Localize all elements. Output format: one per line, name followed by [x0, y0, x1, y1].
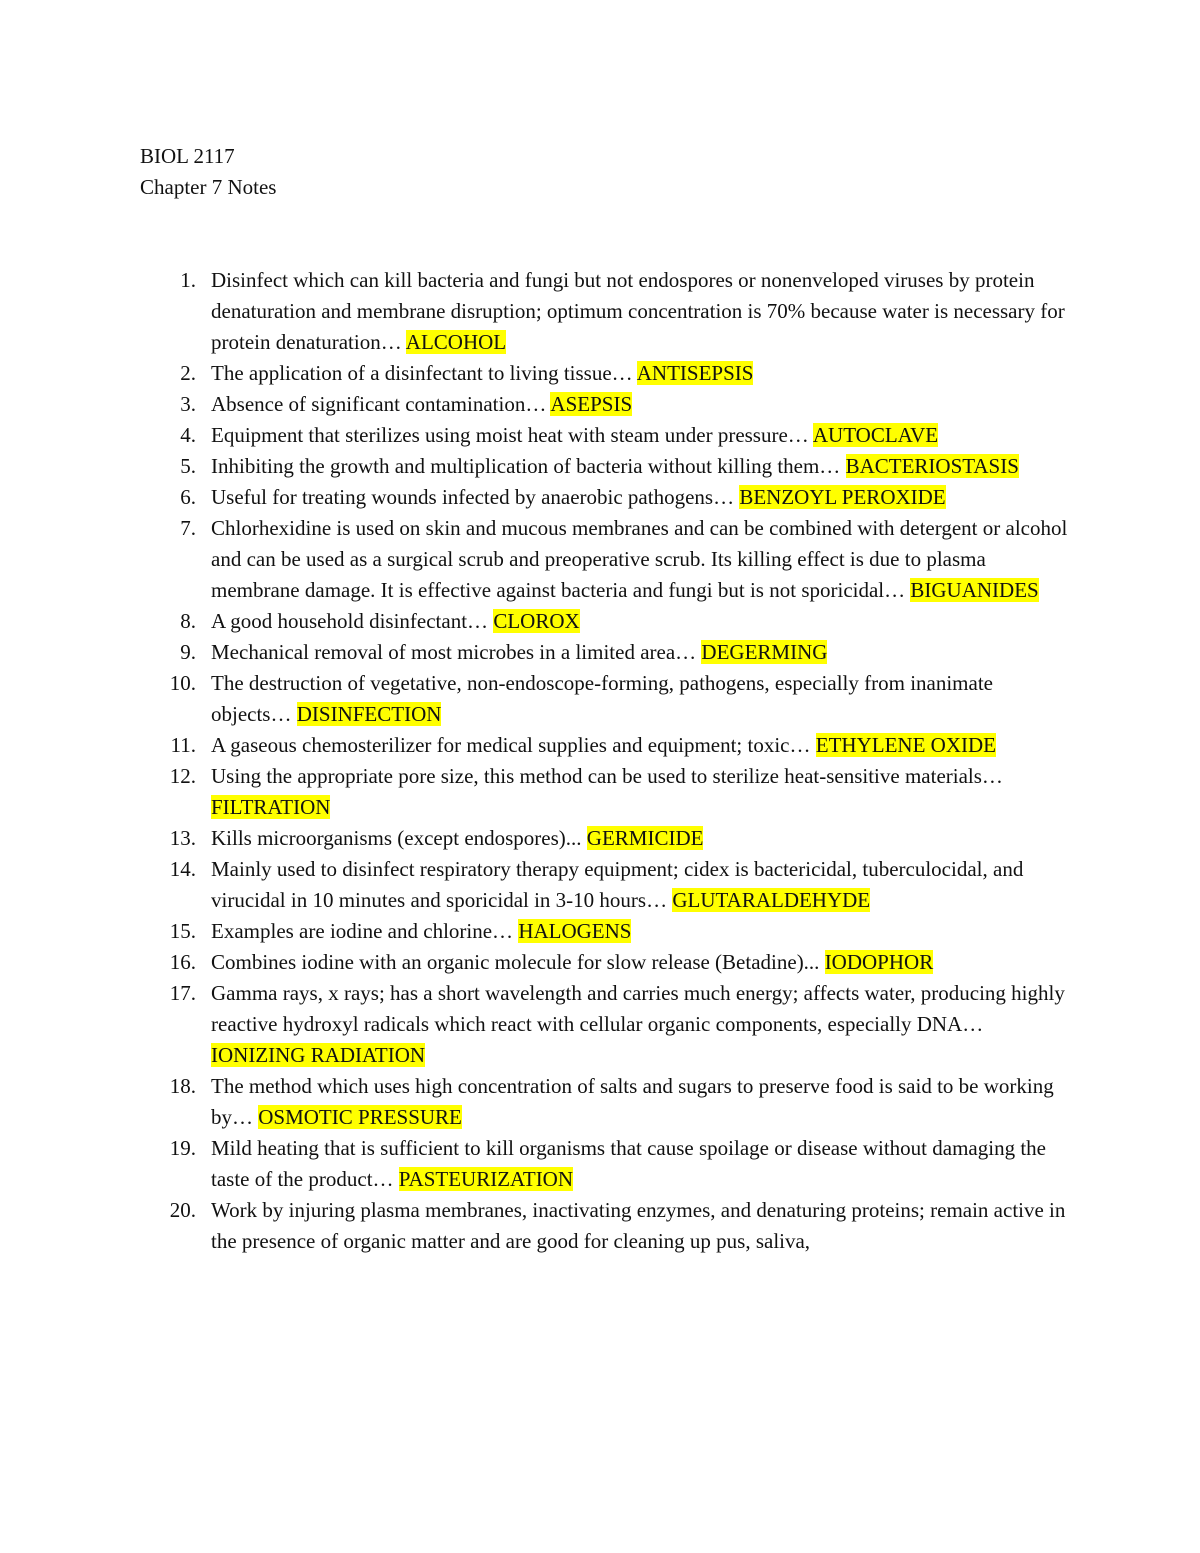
- item-number: 2.: [180, 361, 196, 385]
- list-item: [0, 420, 1071, 451]
- item-number: 17.: [169, 981, 196, 1005]
- highlighted-answer: DISINFECTION: [296, 702, 442, 726]
- list-item: [0, 606, 1071, 637]
- list-item: [0, 668, 1071, 730]
- list-item: [0, 482, 1071, 513]
- item-number: 3.: [180, 392, 196, 416]
- item-text: Absence of significant contamination…: [211, 392, 551, 416]
- highlighted-answer: BIGUANIDES: [910, 578, 1039, 602]
- item-text: Mild heating that is sufficient to kill organisms that cause spoilage or disease without damaging the taste of the product…: [211, 1136, 1046, 1191]
- highlighted-answer: IONIZING RADIATION: [211, 1043, 426, 1067]
- item-text: Kills microorganisms (except endospores)...: [211, 826, 587, 850]
- highlighted-answer: BENZOYL PEROXIDE: [739, 485, 946, 509]
- list-item: [0, 451, 1071, 482]
- document-header: [140, 141, 276, 203]
- item-text: Gamma rays, x rays; has a short wavelength and carries much energy; affects water, producing highly reactive hydroxyl radicals which react with cellular organic components, especially DNA…: [211, 981, 1065, 1036]
- list-item: [0, 854, 1071, 916]
- item-number: 20.: [169, 1198, 196, 1222]
- highlighted-answer: IODOPHOR: [824, 950, 934, 974]
- item-text: Examples are iodine and chlorine…: [211, 919, 519, 943]
- list-item: [0, 823, 1071, 854]
- item-number: 13.: [169, 826, 196, 850]
- list-item: [0, 1133, 1071, 1195]
- highlighted-answer: HALOGENS: [518, 919, 632, 943]
- item-number: 1.: [180, 268, 196, 292]
- item-number: 18.: [169, 1074, 196, 1098]
- item-text: The destruction of vegetative, non-endoscope-forming, pathogens, especially from inanimate objects…: [211, 671, 993, 726]
- highlighted-answer: BACTERIOSTASIS: [845, 454, 1019, 478]
- item-text: Useful for treating wounds infected by anaerobic pathogens…: [211, 485, 740, 509]
- list-item: [0, 1195, 1071, 1257]
- item-text: A gaseous chemosterilizer for medical supplies and equipment; toxic…: [211, 733, 816, 757]
- highlighted-answer: PASTEURIZATION: [398, 1167, 574, 1191]
- highlighted-answer: FILTRATION: [211, 795, 331, 819]
- item-text: The application of a disinfectant to living tissue…: [211, 361, 637, 385]
- highlighted-answer: GLUTARALDEHYDE: [672, 888, 871, 912]
- list-item: [0, 1071, 1071, 1133]
- item-text: Combines iodine with an organic molecule for slow release (Betadine)...: [211, 950, 825, 974]
- item-number: 15.: [169, 919, 196, 943]
- item-number: 4.: [180, 423, 196, 447]
- list-item: [0, 265, 1071, 358]
- item-number: 11.: [170, 733, 196, 757]
- item-text: A good household disinfectant…: [211, 609, 494, 633]
- item-number: 5.: [180, 454, 196, 478]
- item-text: Disinfect which can kill bacteria and fungi but not endospores or nonenveloped viruses by protein denaturation and membrane disruption; optimum concentration is 70% because water is necessary for protein denaturation…: [211, 268, 1065, 354]
- notes-list: [0, 265, 1200, 1257]
- course-code: BIOL 2117: [140, 144, 235, 168]
- item-text: Equipment that sterilizes using moist heat with steam under pressure…: [211, 423, 813, 447]
- list-item: [0, 761, 1071, 823]
- item-text: Chlorhexidine is used on skin and mucous membranes and can be combined with detergent or alcohol and can be used as a surgical scrub and preoperative scrub. Its killing effect is due to plasma membrane damage. It is effective against bacteria and fungi but is not sporicidal…: [211, 516, 1068, 602]
- item-text: Mechanical removal of most microbes in a limited area…: [211, 640, 702, 664]
- item-text: The method which uses high concentration of salts and sugars to preserve food is said to be working by…: [211, 1074, 1054, 1129]
- item-number: 6.: [180, 485, 196, 509]
- item-number: 16.: [169, 950, 196, 974]
- list-item: [0, 637, 1071, 668]
- item-number: 10.: [169, 671, 196, 695]
- highlighted-answer: CLOROX: [493, 609, 580, 633]
- highlighted-answer: ASEPSIS: [550, 392, 633, 416]
- item-text: Inhibiting the growth and multiplication of bacteria without killing them…: [211, 454, 846, 478]
- item-text: Using the appropriate pore size, this method can be used to sterilize heat-sensitive materials…: [211, 764, 1003, 788]
- highlighted-answer: AUTOCLAVE: [812, 423, 939, 447]
- highlighted-answer: ALCOHOL: [405, 330, 507, 354]
- list-item: [0, 916, 1071, 947]
- list-item: [0, 978, 1071, 1071]
- highlighted-answer: GERMICIDE: [586, 826, 704, 850]
- list-item: [0, 730, 1071, 761]
- list-item: [0, 513, 1071, 606]
- highlighted-answer: OSMOTIC PRESSURE: [258, 1105, 462, 1129]
- item-number: 8.: [180, 609, 196, 633]
- list-item: [0, 389, 1071, 420]
- highlighted-answer: ETHYLENE OXIDE: [815, 733, 996, 757]
- highlighted-answer: DEGERMING: [701, 640, 828, 664]
- highlighted-answer: ANTISEPSIS: [636, 361, 754, 385]
- item-number: 19.: [169, 1136, 196, 1160]
- item-number: 7.: [180, 516, 196, 540]
- item-text: Mainly used to disinfect respiratory therapy equipment; cidex is bactericidal, tuberculocidal, and virucidal in 10 minutes and sporicidal in 3-10 hours…: [211, 857, 1024, 912]
- list-item: [0, 947, 1071, 978]
- item-text: Work by injuring plasma membranes, inactivating enzymes, and denaturing proteins; remain active in the presence of organic matter and are good for cleaning up pus, saliva,: [211, 1198, 1066, 1253]
- document-title: Chapter 7 Notes: [140, 175, 277, 199]
- list-item: [0, 358, 1071, 389]
- item-number: 9.: [180, 640, 196, 664]
- item-number: 14.: [169, 857, 196, 881]
- item-number: 12.: [169, 764, 196, 788]
